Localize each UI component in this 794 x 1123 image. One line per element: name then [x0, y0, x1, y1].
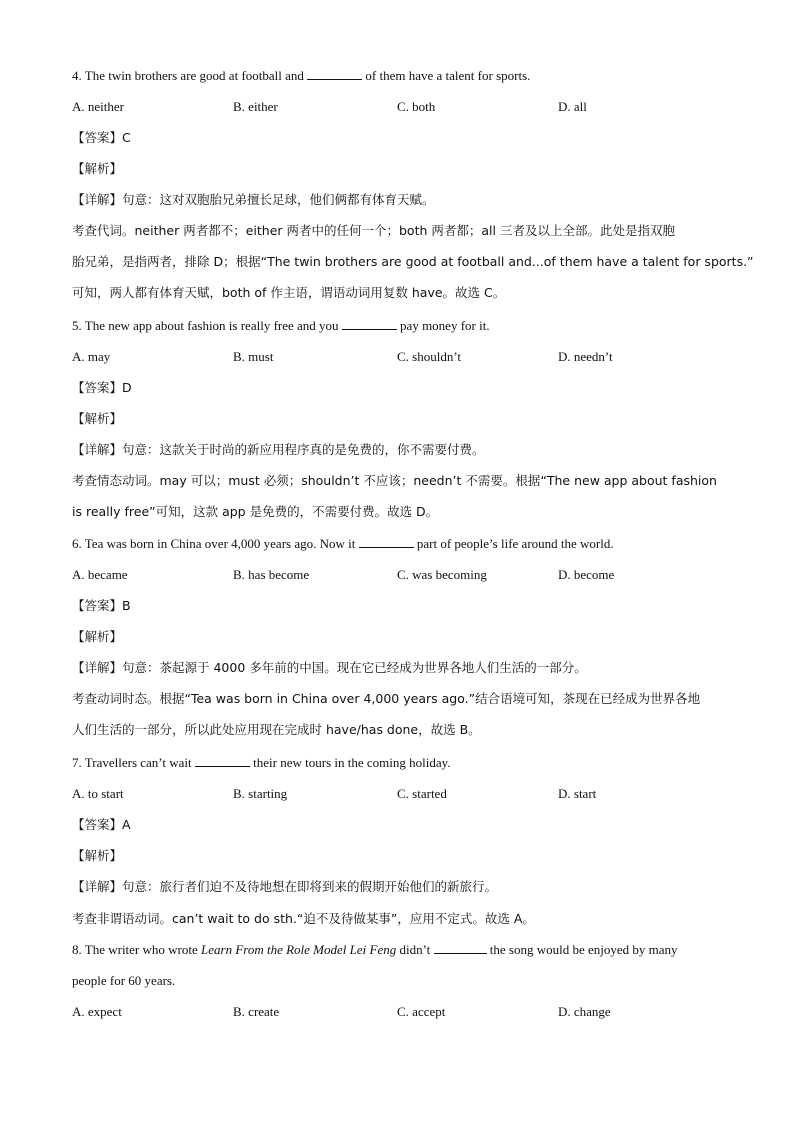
question-8-options: [72, 1003, 734, 1021]
explanation-line: 考查情态动词。may 可以；must 必须；shouldn’t 不应该；needn’t 不需要。根据“The new app about fashion: [72, 473, 717, 488]
option-c: C. shouldn’t: [397, 349, 462, 364]
option-b: B. must: [233, 349, 274, 364]
answer-blank: [195, 754, 250, 767]
analysis-label: 【解析】: [72, 161, 123, 176]
option-c: C. started: [397, 786, 447, 801]
answer-label: 【答案】A: [72, 817, 131, 832]
option-b: B. starting: [233, 786, 288, 801]
question-5-stem: 5. The new app about fashion is really free and you pay money for it.: [72, 318, 490, 333]
option-d: D. needn’t: [558, 349, 613, 364]
detail-text: 【详解】句意：这对双胞胎兄弟擅长足球，他们俩都有体育天赋。: [72, 192, 435, 207]
option-a: A. may: [72, 349, 111, 364]
explanation-line: 人们生活的一部分，所以此处应用现在完成时 have/has done，故选 B。: [72, 722, 481, 737]
answer-label: 【答案】D: [72, 380, 132, 395]
question-8-stem: 8. The writer who wrote Learn From the Role Model Lei Feng didn’t the song would be enjoyed by many: [72, 942, 678, 957]
option-a: A. became: [72, 567, 128, 582]
option-d: D. become: [558, 567, 615, 582]
option-b: B. has become: [233, 567, 310, 582]
option-b: B. create: [233, 1004, 280, 1019]
answer-label: 【答案】C: [72, 130, 131, 145]
answer-blank: [307, 67, 362, 80]
option-c: C. accept: [397, 1004, 446, 1019]
question-8-stem-cont: people for 60 years.: [72, 973, 176, 988]
explanation-line: is really free”可知，这款 app 是免费的，不需要付费。故选 D。: [72, 504, 439, 519]
book-title: Learn From the Role Model Lei Feng: [201, 942, 397, 957]
question-4-stem: 4. The twin brothers are good at football and of them have a talent for sports.: [72, 68, 531, 83]
explanation-line: 胎兄弟，是指两者，排除 D；根据“The twin brothers are good at football and...of them have a talent for sports.”: [72, 254, 754, 269]
analysis-label: 【解析】: [72, 848, 123, 863]
option-d: D. change: [558, 1004, 611, 1019]
option-a: A. neither: [72, 99, 124, 114]
analysis-label: 【解析】: [72, 411, 123, 426]
detail-text: 【详解】句意：这款关于时尚的新应用程序真的是免费的，你不需要付费。: [72, 442, 485, 457]
explanation-line: 考查非谓语动词。can’t wait to do sth.“迫不及待做某事”，应用不定式。故选 A。: [72, 911, 535, 926]
detail-text: 【详解】句意：茶起源于 4000 多年前的中国。现在它已经成为世界各地人们生活的一部分。: [72, 660, 587, 675]
option-d: D. all: [558, 99, 587, 114]
explanation-line: 考查动词时态。根据“Tea was born in China over 4,000 years ago.”结合语境可知，茶现在已经成为世界各地: [72, 691, 701, 706]
answer-blank: [342, 317, 397, 330]
detail-text: 【详解】句意：旅行者们迫不及待地想在即将到来的假期开始他们的新旅行。: [72, 879, 498, 894]
analysis-label: 【解析】: [72, 629, 123, 644]
option-c: C. was becoming: [397, 567, 487, 582]
question-4-options: [72, 98, 734, 116]
option-d: D. start: [558, 786, 597, 801]
explanation-line: 考查代词。neither 两者都不；either 两者中的任何一个；both 两者都；all 三者及以上全部。此处是指双胞: [72, 223, 675, 238]
answer-blank: [434, 941, 487, 954]
question-7-options: [72, 785, 734, 803]
option-b: B. either: [233, 99, 278, 114]
answer-label: 【答案】B: [72, 598, 131, 613]
question-7-stem: 7. Travellers can’t wait their new tours in the coming holiday.: [72, 755, 451, 770]
question-5-options: [72, 348, 734, 366]
answer-blank: [359, 535, 414, 548]
option-c: C. both: [397, 99, 436, 114]
question-6-stem: 6. Tea was born in China over 4,000 years ago. Now it part of people’s life around the world.: [72, 536, 614, 551]
explanation-line: 可知，两人都有体育天赋，both of 作主语，谓语动词用复数 have。故选 C。: [72, 285, 506, 300]
question-6-options: [72, 566, 734, 584]
option-a: A. to start: [72, 786, 124, 801]
option-a: A. expect: [72, 1004, 122, 1019]
